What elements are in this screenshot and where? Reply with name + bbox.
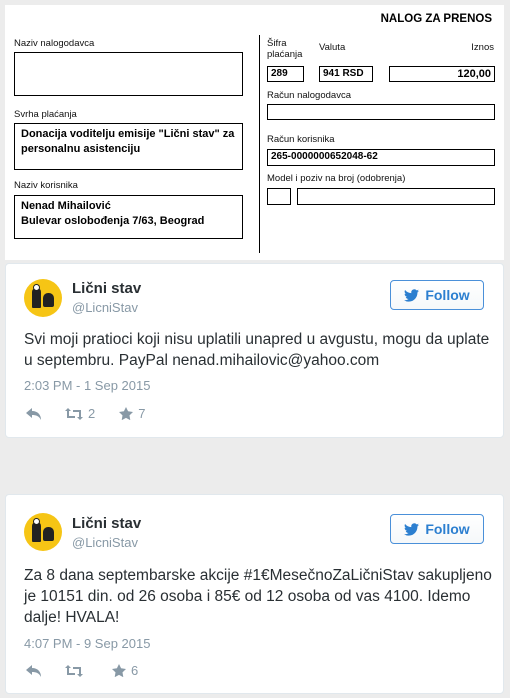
- follow-button[interactable]: [390, 514, 484, 544]
- tweet-card: [5, 263, 504, 438]
- code-label: Šifra plaćanja: [267, 38, 303, 60]
- reference-box: [297, 188, 495, 205]
- star-icon: [112, 664, 126, 677]
- reply-icon: [26, 665, 41, 677]
- tweet-timestamp[interactable]: 2:03 PM - 1 Sep 2015: [24, 378, 151, 393]
- retweet-button[interactable]: [65, 406, 95, 421]
- follow-label: Follow: [425, 521, 470, 537]
- payer-label: Naziv nalogodavca: [14, 38, 95, 49]
- like-count: 7: [138, 406, 146, 421]
- tweet-text: Svi moji pratioci koji nisu uplatili unapred u avgustu, mogu da uplate u septembru. PayPal nenad.mihailovic@yahoo.com: [24, 331, 490, 369]
- amount-box: 120,00: [389, 66, 495, 82]
- purpose-label: Svrha plaćanja: [14, 109, 77, 120]
- retweet-button[interactable]: [65, 665, 88, 677]
- retweet-icon: [65, 408, 83, 420]
- model-box: [267, 188, 291, 205]
- code-box: 289: [267, 66, 304, 82]
- like-count: 6: [131, 663, 139, 678]
- twitter-bird-icon: [404, 289, 419, 302]
- tweet-card: [5, 494, 504, 694]
- recipient-box: [14, 195, 243, 239]
- tweet-actions: [26, 663, 162, 678]
- purpose-box: Donacija voditelju emisije "Lični stav" za personalnu asistenciju: [14, 123, 243, 170]
- currency-box: 941 RSD: [319, 66, 373, 82]
- recipient-label: Naziv korisnika: [14, 180, 78, 191]
- amount-label: Iznos: [471, 42, 494, 53]
- user-handle[interactable]: @LicniStav: [72, 300, 138, 315]
- user-name[interactable]: Lični stav: [72, 515, 142, 532]
- reply-icon: [26, 408, 41, 420]
- slip-title: NALOG ZA PRENOS: [380, 13, 492, 25]
- follow-label: Follow: [425, 287, 470, 303]
- recipient-account-box: 265-0000000652048-62: [267, 149, 495, 166]
- twitter-bird-icon: [404, 523, 419, 536]
- payer-account-label: Račun nalogodavca: [267, 90, 351, 101]
- user-handle[interactable]: @LicniStav: [72, 535, 138, 550]
- tweet-text: Za 8 dana septembarske akcije #1€MesečnoZaLičniStav sakupljeno je 10151 din. od 26 osoba i 85€ od 12 osoba od vas 4100. Idemo dalje! HVALA!: [24, 567, 492, 626]
- reply-button[interactable]: [26, 665, 41, 677]
- model-label: Model i poziv na broj (odobrenja): [267, 173, 406, 184]
- reply-button[interactable]: [26, 408, 41, 420]
- follow-button[interactable]: [390, 280, 484, 310]
- tweet-timestamp[interactable]: 4:07 PM - 9 Sep 2015: [24, 636, 151, 651]
- avatar[interactable]: [24, 279, 62, 317]
- avatar[interactable]: [24, 513, 62, 551]
- user-name[interactable]: Lični stav: [72, 280, 142, 297]
- slip-divider: [259, 35, 260, 253]
- currency-label: Valuta: [319, 42, 346, 53]
- payment-slip-image: [5, 5, 504, 260]
- retweet-count: 2: [88, 406, 96, 421]
- recipient-name: Nenad Mihailović: [21, 200, 111, 212]
- retweet-icon: [65, 665, 83, 677]
- like-button[interactable]: [112, 663, 138, 678]
- recipient-account-label: Račun korisnika: [267, 134, 335, 145]
- like-button[interactable]: [119, 406, 145, 421]
- star-icon: [119, 407, 133, 420]
- payer-box: [14, 52, 243, 96]
- payer-account-box: [267, 104, 495, 120]
- tweet-actions: [26, 406, 169, 421]
- recipient-address: Bulevar oslobođenja 7/63, Beograd: [21, 215, 205, 227]
